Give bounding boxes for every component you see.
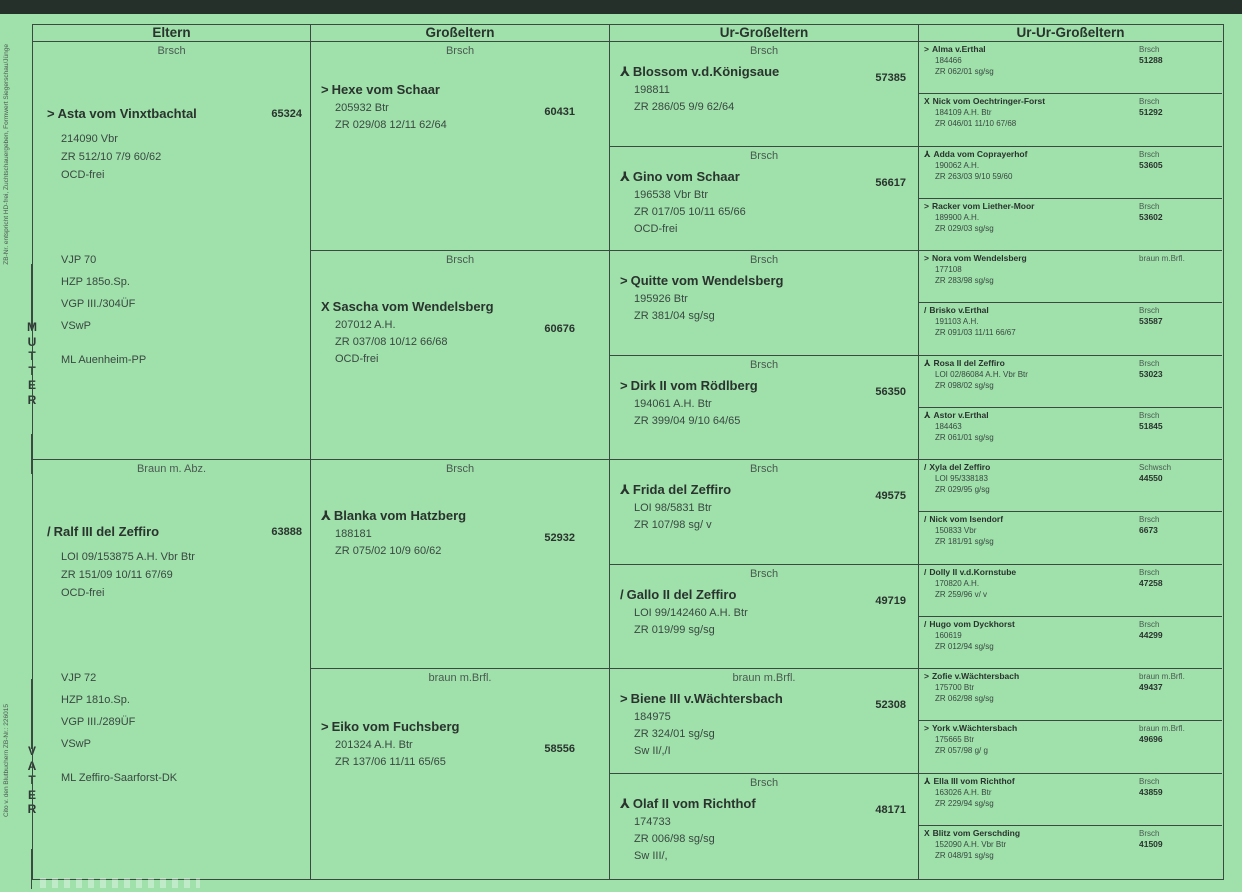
coat-color: Brsch bbox=[749, 463, 779, 475]
registry-number: 48171 bbox=[875, 803, 906, 816]
coat-color: Brsch bbox=[157, 45, 186, 57]
dog-name bbox=[924, 253, 1027, 263]
relation-marker: > bbox=[924, 200, 929, 211]
dog-entry bbox=[919, 42, 1222, 94]
dog-detail-line: 170820 A.H. bbox=[935, 578, 980, 588]
dog-detail-line: ZR 046/01 11/10 67/68 bbox=[935, 119, 1017, 129]
coat-color: Brsch bbox=[749, 149, 779, 162]
dog-entry bbox=[919, 512, 1222, 564]
dog-detail-line: 205932 Btr bbox=[335, 102, 389, 114]
dog-name-text: Xyla del Zeffiro bbox=[929, 462, 991, 472]
side-label-letter: R bbox=[27, 392, 37, 407]
dog-name bbox=[924, 776, 1015, 787]
coat-color: Braun m. Abz. bbox=[136, 463, 207, 475]
dog-name-text: Nora vom Wendelsberg bbox=[931, 253, 1027, 263]
relation-marker: ⅄ bbox=[620, 64, 630, 79]
dog-detail-line: ZR 137/06 11/11 65/65 bbox=[335, 756, 446, 768]
dog-name-text: Brisko v.Erthal bbox=[929, 305, 989, 316]
dog-detail-line: ZR 098/02 sg/sg bbox=[935, 380, 994, 390]
side-label-letter: E bbox=[27, 378, 36, 392]
relation-marker: / bbox=[924, 618, 927, 629]
dog-detail-line: 207012 A.H. bbox=[335, 319, 396, 331]
registry-number: 43859 bbox=[1139, 786, 1163, 797]
dog-entry bbox=[919, 565, 1222, 617]
coat-color: Brsch bbox=[1139, 619, 1160, 629]
dog-name-text: Gallo II del Zeffiro bbox=[626, 586, 737, 602]
dog-entry bbox=[610, 42, 918, 147]
coat-color: Brsch bbox=[749, 776, 779, 789]
dog-entry bbox=[919, 826, 1222, 878]
dog-entry bbox=[610, 356, 918, 461]
dog-detail-line: 177108 bbox=[935, 265, 962, 274]
relation-marker: > bbox=[620, 273, 628, 288]
dog-detail-line: 184463 bbox=[935, 421, 962, 431]
registry-number: 56617 bbox=[875, 176, 906, 189]
dog-detail-line: ZR 012/94 sg/sg bbox=[935, 641, 994, 651]
dog-name-text: Blossom v.d.Königsaue bbox=[632, 64, 780, 79]
registry-number: 47258 bbox=[1139, 577, 1163, 588]
great-grandparents-column bbox=[610, 42, 918, 879]
dog-detail-line: 196538 Vbr Btr bbox=[634, 188, 708, 201]
relation-marker: / bbox=[924, 514, 927, 525]
relation-marker: ⅄ bbox=[924, 409, 931, 420]
registry-number: 60431 bbox=[544, 106, 575, 118]
dog-detail-line: 195926 Btr bbox=[634, 293, 688, 305]
registry-number: 60676 bbox=[544, 323, 575, 335]
dog-name-text: Zofie v.Wächtersbach bbox=[931, 671, 1020, 681]
grandparents-column bbox=[311, 42, 609, 879]
dog-detail-line: 175700 Btr bbox=[935, 683, 975, 692]
great-great-grandparents-column bbox=[919, 42, 1222, 879]
dog-detail-line: LOI 99/142460 A.H. Btr bbox=[634, 606, 748, 619]
coat-color: braun m.Brfl. bbox=[1139, 672, 1185, 681]
dog-detail-line: OCD-frei bbox=[335, 353, 379, 365]
dog-detail-line: ZR 006/98 sg/sg bbox=[634, 832, 715, 845]
dog-detail-line: LOI 98/5831 Btr bbox=[634, 502, 712, 514]
dog-name bbox=[924, 567, 1016, 577]
test-result: VJP 70 bbox=[61, 254, 97, 266]
dog-name-text: Gino vom Schaar bbox=[632, 168, 740, 184]
relation-marker: ⅄ bbox=[620, 482, 630, 497]
dog-detail-line: 163026 A.H. Btr bbox=[935, 787, 992, 797]
coat-color: braun m.Brfl. bbox=[732, 672, 796, 684]
parents-column bbox=[33, 42, 310, 879]
coat-color: Brsch bbox=[445, 254, 475, 266]
dog-name bbox=[620, 378, 758, 393]
dog-name bbox=[620, 796, 756, 812]
registry-number: 49719 bbox=[875, 594, 906, 607]
dog-detail-line: ZR 062/98 sg/sg bbox=[935, 694, 994, 703]
dog-entry bbox=[610, 669, 918, 774]
registry-number: 49575 bbox=[875, 490, 906, 502]
dog-name-text: Ella III vom Richthof bbox=[933, 775, 1015, 786]
registry-number: 57385 bbox=[875, 72, 906, 84]
dog-name bbox=[924, 44, 986, 54]
dog-detail-line: 184109 A.H. Btr bbox=[935, 108, 992, 118]
dog-detail-line: 198811 bbox=[634, 84, 670, 96]
dog-detail-line: LOI 95/338183 bbox=[935, 474, 988, 483]
dog-name-text: Blitz vom Gerschding bbox=[932, 827, 1021, 838]
coat-color: Brsch bbox=[1139, 97, 1160, 107]
side-note-bottom: Cito v. den Blutbuchern ZB-Nr.: 226015 bbox=[3, 704, 10, 817]
dog-name-text: Hexe vom Schaar bbox=[331, 82, 440, 97]
dog-detail-line: ZR 037/08 10/12 66/68 bbox=[335, 336, 448, 348]
dog-entry bbox=[610, 147, 918, 252]
dog-entry bbox=[33, 460, 310, 878]
dog-detail-line: ZR 259/96 v/ v bbox=[935, 589, 988, 599]
registry-number: 53605 bbox=[1139, 159, 1163, 170]
registry-number: 6673 bbox=[1139, 525, 1158, 536]
dog-detail-line: ZR 181/91 sg/sg bbox=[935, 537, 994, 547]
dog-name-text: Nick vom Isendorf bbox=[929, 514, 1004, 525]
dog-name-text: Frida del Zeffiro bbox=[632, 482, 732, 497]
dog-name bbox=[924, 96, 1045, 106]
perforation-marks bbox=[40, 878, 200, 888]
dog-name-text: Quitte vom Wendelsberg bbox=[630, 273, 784, 288]
coat-color: braun m.Brfl. bbox=[1139, 254, 1185, 263]
test-result: VJP 72 bbox=[61, 672, 97, 684]
dog-detail-line: ZR 019/99 sg/sg bbox=[634, 623, 715, 636]
dog-entry bbox=[311, 460, 609, 669]
registry-number: 58556 bbox=[544, 743, 575, 755]
dog-name-text: Biene III v.Wächtersbach bbox=[630, 691, 783, 706]
column-header: Eltern bbox=[33, 25, 310, 42]
dog-name-text: Alma v.Erthal bbox=[931, 44, 986, 54]
dog-name bbox=[924, 462, 990, 472]
relation-marker: > bbox=[321, 719, 329, 734]
dog-detail-line: ZR 017/05 10/11 65/66 bbox=[634, 205, 746, 218]
dog-detail-line: 190062 A.H. bbox=[935, 160, 980, 170]
dog-entry bbox=[919, 460, 1222, 512]
relation-marker: > bbox=[924, 44, 929, 54]
dog-detail-line: Sw II/,/I bbox=[634, 745, 671, 757]
relation-marker: ⅄ bbox=[924, 775, 931, 786]
dog-name-text: Nick vom Oechtringer-Forst bbox=[932, 96, 1046, 107]
dog-entry bbox=[33, 42, 310, 460]
dog-detail-line: ZR 229/94 sg/sg bbox=[935, 798, 994, 808]
dog-entry bbox=[919, 617, 1222, 669]
coat-color: Brsch bbox=[1139, 828, 1160, 838]
dog-detail-line: ZR 029/03 sg/sg bbox=[935, 223, 994, 233]
registry-number: 44550 bbox=[1139, 473, 1163, 483]
dog-name-text: Adda vom Coprayerhof bbox=[933, 148, 1028, 159]
relation-marker: / bbox=[924, 462, 927, 472]
dog-detail-line: ZR 399/04 9/10 64/65 bbox=[634, 414, 741, 427]
coat-color: Schwsch bbox=[1139, 463, 1172, 472]
dog-detail-line: ZR 324/01 sg/sg bbox=[634, 728, 715, 740]
dog-detail-line: ZR 057/98 g/ g bbox=[935, 746, 988, 756]
registry-number: 63888 bbox=[271, 526, 302, 538]
dog-name bbox=[321, 719, 459, 734]
top-dark-border bbox=[0, 0, 1242, 14]
dog-detail-line: 152090 A.H. Vbr Btr bbox=[935, 839, 1007, 849]
dog-entry bbox=[311, 669, 609, 878]
test-result: HZP 185o.Sp. bbox=[61, 276, 130, 288]
dog-detail-line: ZR 061/01 sg/sg bbox=[935, 432, 994, 442]
dog-detail-line: ZR 062/01 sg/sg bbox=[935, 67, 994, 76]
dog-entry bbox=[919, 199, 1222, 251]
relation-marker: ⅄ bbox=[620, 795, 630, 811]
relation-marker: > bbox=[620, 377, 628, 393]
dog-detail-line: ZR 381/04 sg/sg bbox=[634, 310, 715, 322]
left-margin bbox=[0, 14, 37, 892]
relation-marker: > bbox=[924, 671, 929, 681]
relation-marker: > bbox=[321, 82, 329, 97]
dog-name bbox=[924, 723, 1017, 733]
dog-entry bbox=[919, 408, 1222, 460]
coat-color: Brsch bbox=[749, 45, 779, 57]
dog-detail-line: LOI 02/86084 A.H. Vbr Btr bbox=[935, 369, 1028, 379]
coat-color: Brsch bbox=[1139, 201, 1160, 211]
side-label-letter: R bbox=[27, 802, 37, 816]
dog-detail-line: LOI 09/153875 A.H. Vbr Btr bbox=[61, 551, 195, 563]
dog-detail-line: ZR 283/98 sg/sg bbox=[935, 276, 994, 285]
side-label-letter: T bbox=[28, 773, 36, 787]
dog-detail-line: OCD-frei bbox=[634, 222, 678, 235]
coat-color: Brsch bbox=[1139, 358, 1160, 368]
dog-detail-line: 188181 bbox=[335, 528, 372, 540]
relation-marker: > bbox=[620, 691, 628, 706]
side-label-letter: M bbox=[27, 320, 37, 334]
dog-detail-line: Sw III/, bbox=[634, 849, 668, 862]
dog-detail-line: 184975 bbox=[634, 711, 671, 723]
dog-entry bbox=[919, 303, 1222, 355]
dog-name bbox=[924, 828, 1020, 838]
dog-name-text: Rosa II del Zeffiro bbox=[933, 357, 1005, 368]
side-label-letter: T bbox=[28, 349, 36, 363]
dog-detail-line: 175665 Btr bbox=[935, 735, 975, 745]
performance-mark: ML Zeffiro-Saarforst-DK bbox=[61, 772, 178, 784]
dog-entry bbox=[919, 94, 1222, 146]
coat-color: Brsch bbox=[1139, 567, 1160, 577]
dog-detail-line: ZR 075/02 10/9 60/62 bbox=[335, 545, 442, 557]
registry-number: 51288 bbox=[1139, 55, 1163, 65]
relation-marker: / bbox=[924, 305, 927, 316]
registry-number: 52932 bbox=[544, 532, 575, 544]
dog-name bbox=[620, 169, 740, 185]
side-note-top: ZB-Nr. entspricht HD-frei, Zuchtschauergeben, Formwert Siegerschau/Jünge bbox=[3, 44, 10, 265]
dog-name bbox=[47, 524, 159, 539]
dog-detail-line: ZR 286/05 9/9 62/64 bbox=[634, 101, 735, 113]
dog-name-text: Ralf III del Zeffiro bbox=[53, 524, 160, 539]
dog-detail-line: 184466 bbox=[935, 56, 962, 65]
dog-name-text: Racker vom Liether-Moor bbox=[931, 200, 1035, 211]
dog-entry bbox=[919, 147, 1222, 199]
dog-entry bbox=[919, 669, 1222, 721]
dog-entry bbox=[610, 565, 918, 670]
coat-color: Brsch bbox=[1139, 149, 1160, 159]
dog-entry bbox=[919, 251, 1222, 303]
side-label-letter: E bbox=[27, 787, 36, 802]
coat-color: Brsch bbox=[1139, 306, 1160, 316]
dog-detail-line: ZR 263/03 9/10 59/60 bbox=[935, 171, 1013, 181]
coat-color: Brsch bbox=[445, 45, 475, 57]
dog-entry bbox=[610, 460, 918, 565]
dog-name-text: Sascha vom Wendelsberg bbox=[332, 299, 494, 314]
test-result: VSwP bbox=[61, 320, 91, 332]
registry-number: 56350 bbox=[875, 385, 906, 398]
coat-color: Brsch bbox=[1139, 515, 1160, 525]
dog-detail-line: ZR 512/10 7/9 60/62 bbox=[61, 151, 162, 163]
relation-marker: / bbox=[47, 524, 51, 539]
relation-marker: X bbox=[924, 827, 930, 838]
side-label-letter: U bbox=[27, 334, 37, 349]
dog-name bbox=[924, 671, 1019, 681]
registry-number: 51845 bbox=[1139, 420, 1163, 431]
dog-entry bbox=[919, 356, 1222, 408]
dog-detail-line: 189900 A.H. bbox=[935, 212, 980, 222]
pedigree-table bbox=[32, 24, 1224, 880]
dog-name bbox=[924, 305, 989, 315]
dog-name bbox=[924, 358, 1005, 369]
coat-color: braun m.Brfl. bbox=[1139, 724, 1185, 734]
relation-marker: ⅄ bbox=[620, 168, 630, 184]
dog-entry bbox=[311, 42, 609, 251]
relation-marker: X bbox=[321, 299, 330, 314]
coat-color: Brsch bbox=[749, 567, 779, 580]
registry-number: 49437 bbox=[1139, 682, 1163, 692]
dog-name-text: Dolly II v.d.Kornstube bbox=[929, 566, 1017, 577]
coat-color: Brsch bbox=[749, 358, 779, 371]
dog-name-text: Blanka vom Hatzberg bbox=[333, 508, 467, 523]
side-label-letter: A bbox=[27, 758, 37, 773]
coat-color: Brsch bbox=[749, 254, 779, 266]
relation-marker: ⅄ bbox=[321, 508, 331, 523]
dog-detail-line: 160619 bbox=[935, 630, 962, 640]
dog-name bbox=[47, 106, 197, 121]
column-header: Großeltern bbox=[311, 25, 609, 42]
dog-detail-line: ZR 151/09 10/11 67/69 bbox=[61, 569, 173, 581]
dog-detail-line: OCD-frei bbox=[61, 169, 105, 181]
dog-name-text: Dirk II vom Rödlberg bbox=[630, 377, 758, 393]
relation-marker: ⅄ bbox=[924, 357, 931, 368]
dog-name bbox=[924, 410, 989, 421]
side-label-letter: T bbox=[28, 363, 36, 378]
registry-number: 49696 bbox=[1139, 734, 1163, 745]
dog-entry bbox=[919, 774, 1222, 826]
registry-number: 53023 bbox=[1139, 368, 1163, 379]
dog-name-text: Astor v.Erthal bbox=[933, 409, 989, 420]
dog-detail-line: ZR 107/98 sg/ v bbox=[634, 519, 712, 531]
dog-name-text: Hugo vom Dyckhorst bbox=[929, 618, 1015, 629]
relation-marker: > bbox=[924, 253, 929, 263]
registry-number: 44299 bbox=[1139, 629, 1163, 640]
registry-number: 41509 bbox=[1139, 838, 1163, 849]
side-label-letter: V bbox=[27, 744, 36, 758]
dog-detail-line: OCD-frei bbox=[61, 587, 105, 599]
dog-name bbox=[321, 82, 440, 97]
dog-entry bbox=[610, 251, 918, 356]
relation-marker: / bbox=[620, 586, 624, 602]
dog-name bbox=[321, 508, 466, 524]
dog-name bbox=[924, 201, 1034, 211]
test-result: VSwP bbox=[61, 738, 91, 750]
coat-color: Brsch bbox=[1139, 410, 1160, 420]
dog-entry bbox=[311, 251, 609, 460]
dog-name bbox=[924, 619, 1015, 629]
dog-detail-line: ZR 048/91 sg/sg bbox=[935, 850, 994, 860]
coat-color: Brsch bbox=[1139, 45, 1160, 54]
performance-mark: ML Auenheim-PP bbox=[61, 354, 147, 366]
registry-number: 53602 bbox=[1139, 211, 1163, 222]
dog-name bbox=[620, 482, 731, 498]
dog-name bbox=[620, 273, 784, 288]
dog-entry bbox=[919, 721, 1222, 773]
dog-detail-line: 150833 Vbr bbox=[935, 526, 977, 536]
dog-entry bbox=[610, 774, 918, 879]
dog-detail-line: ZR 029/95 g/sg bbox=[935, 485, 990, 494]
registry-number: 52308 bbox=[875, 699, 906, 711]
dog-name bbox=[620, 587, 736, 602]
column-header: Ur-Ur-Großeltern bbox=[919, 25, 1222, 42]
test-result: HZP 181o.Sp. bbox=[61, 694, 130, 706]
dog-detail-line: 214090 Vbr bbox=[61, 133, 118, 145]
relation-marker: / bbox=[924, 566, 927, 577]
coat-color: braun m.Brfl. bbox=[428, 672, 492, 684]
column-header: Ur-Großeltern bbox=[610, 25, 918, 42]
dog-detail-line: 201324 A.H. Btr bbox=[335, 739, 413, 751]
registry-number: 51292 bbox=[1139, 107, 1163, 118]
dog-detail-line: 191103 A.H. bbox=[935, 317, 979, 327]
test-result: VGP III./304ÜF bbox=[61, 298, 136, 310]
dog-name bbox=[924, 514, 1003, 524]
dog-name bbox=[620, 64, 779, 80]
dog-name bbox=[924, 149, 1027, 160]
relation-marker: ⅄ bbox=[924, 148, 931, 159]
relation-marker: X bbox=[924, 96, 930, 107]
coat-color: Brsch bbox=[445, 463, 475, 475]
test-result: VGP III./289ÜF bbox=[61, 716, 136, 728]
relation-marker: > bbox=[47, 106, 55, 121]
dog-name-text: Asta vom Vinxtbachtal bbox=[57, 106, 197, 121]
dog-name bbox=[620, 691, 783, 706]
dog-detail-line: ZR 029/08 12/11 62/64 bbox=[335, 119, 447, 131]
registry-number: 65324 bbox=[271, 108, 302, 120]
registry-number: 53587 bbox=[1139, 316, 1163, 327]
coat-color: Brsch bbox=[1139, 776, 1160, 786]
dog-name-text: Olaf II vom Richthof bbox=[632, 795, 756, 811]
dog-name-text: York v.Wächtersbach bbox=[931, 723, 1018, 734]
dog-name-text: Eiko vom Fuchsberg bbox=[331, 719, 460, 734]
dog-detail-line: 194061 A.H. Btr bbox=[634, 397, 712, 410]
dog-detail-line: ZR 091/03 11/11 66/67 bbox=[935, 328, 1016, 338]
relation-marker: > bbox=[924, 723, 929, 734]
dog-name bbox=[321, 299, 494, 314]
dog-detail-line: 174733 bbox=[634, 815, 671, 828]
